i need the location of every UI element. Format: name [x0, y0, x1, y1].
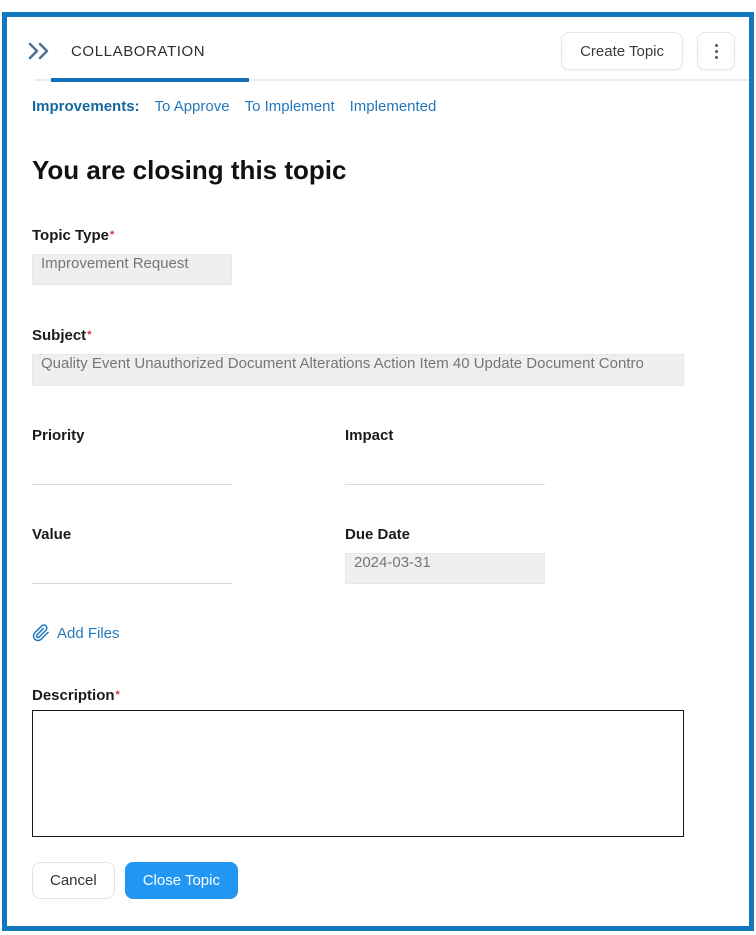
priority-impact-row [32, 426, 749, 485]
subject-field-group [32, 326, 749, 386]
form-actions [32, 862, 749, 899]
impact-label: Impact [345, 427, 394, 444]
add-files-label: Add Files [57, 624, 120, 642]
subject-label: Subject* [32, 327, 92, 344]
vertical-ellipsis-icon [715, 44, 718, 59]
priority-input[interactable] [32, 445, 232, 485]
collapse-panel-button[interactable] [25, 37, 55, 65]
subject-input: Quality Event Unauthorized Document Alterations Action Item 40 Update Document Contro [32, 354, 684, 386]
value-duedate-row [32, 525, 749, 584]
collaboration-panel [2, 12, 754, 931]
required-marker: * [115, 689, 120, 701]
cancel-button[interactable]: Cancel [32, 862, 115, 899]
add-files-button[interactable] [32, 624, 120, 642]
link-to-approve[interactable]: To Approve [154, 98, 230, 115]
description-field-group [32, 686, 749, 837]
due-date-label: Due Date [345, 526, 411, 543]
priority-field-group [32, 426, 345, 485]
improvements-label[interactable]: Improvements: [32, 98, 140, 115]
link-implemented[interactable]: Implemented [349, 98, 437, 115]
double-chevron-right-icon [26, 39, 54, 63]
tab-strip-divider [35, 79, 749, 81]
value-input[interactable] [32, 544, 232, 584]
due-date-input: 2024-03-31 [345, 553, 545, 584]
required-marker: * [87, 329, 92, 341]
impact-input[interactable] [345, 445, 545, 485]
page-title: You are closing this topic [32, 155, 347, 185]
due-date-field-group [345, 525, 545, 584]
panel-title: COLLABORATION [71, 42, 206, 60]
value-field-group [32, 525, 345, 584]
paperclip-icon [32, 624, 50, 642]
topic-type-field-group [32, 226, 749, 285]
impact-field-group [345, 426, 545, 485]
description-label: Description* [32, 687, 120, 704]
topic-type-label: Topic Type* [32, 227, 115, 244]
priority-label: Priority [32, 427, 85, 444]
close-topic-form [7, 226, 749, 837]
link-to-implement[interactable]: To Implement [244, 98, 335, 115]
value-label: Value [32, 526, 72, 543]
panel-header [7, 17, 749, 73]
create-topic-button[interactable]: Create Topic [561, 32, 683, 70]
topic-type-input: Improvement Request [32, 254, 232, 285]
more-options-button[interactable] [697, 32, 735, 70]
close-topic-button[interactable]: Close Topic [125, 862, 238, 899]
description-textarea[interactable] [32, 710, 684, 837]
active-tab-indicator [51, 78, 249, 82]
required-marker: * [109, 229, 115, 241]
improvements-link-row [7, 81, 749, 115]
